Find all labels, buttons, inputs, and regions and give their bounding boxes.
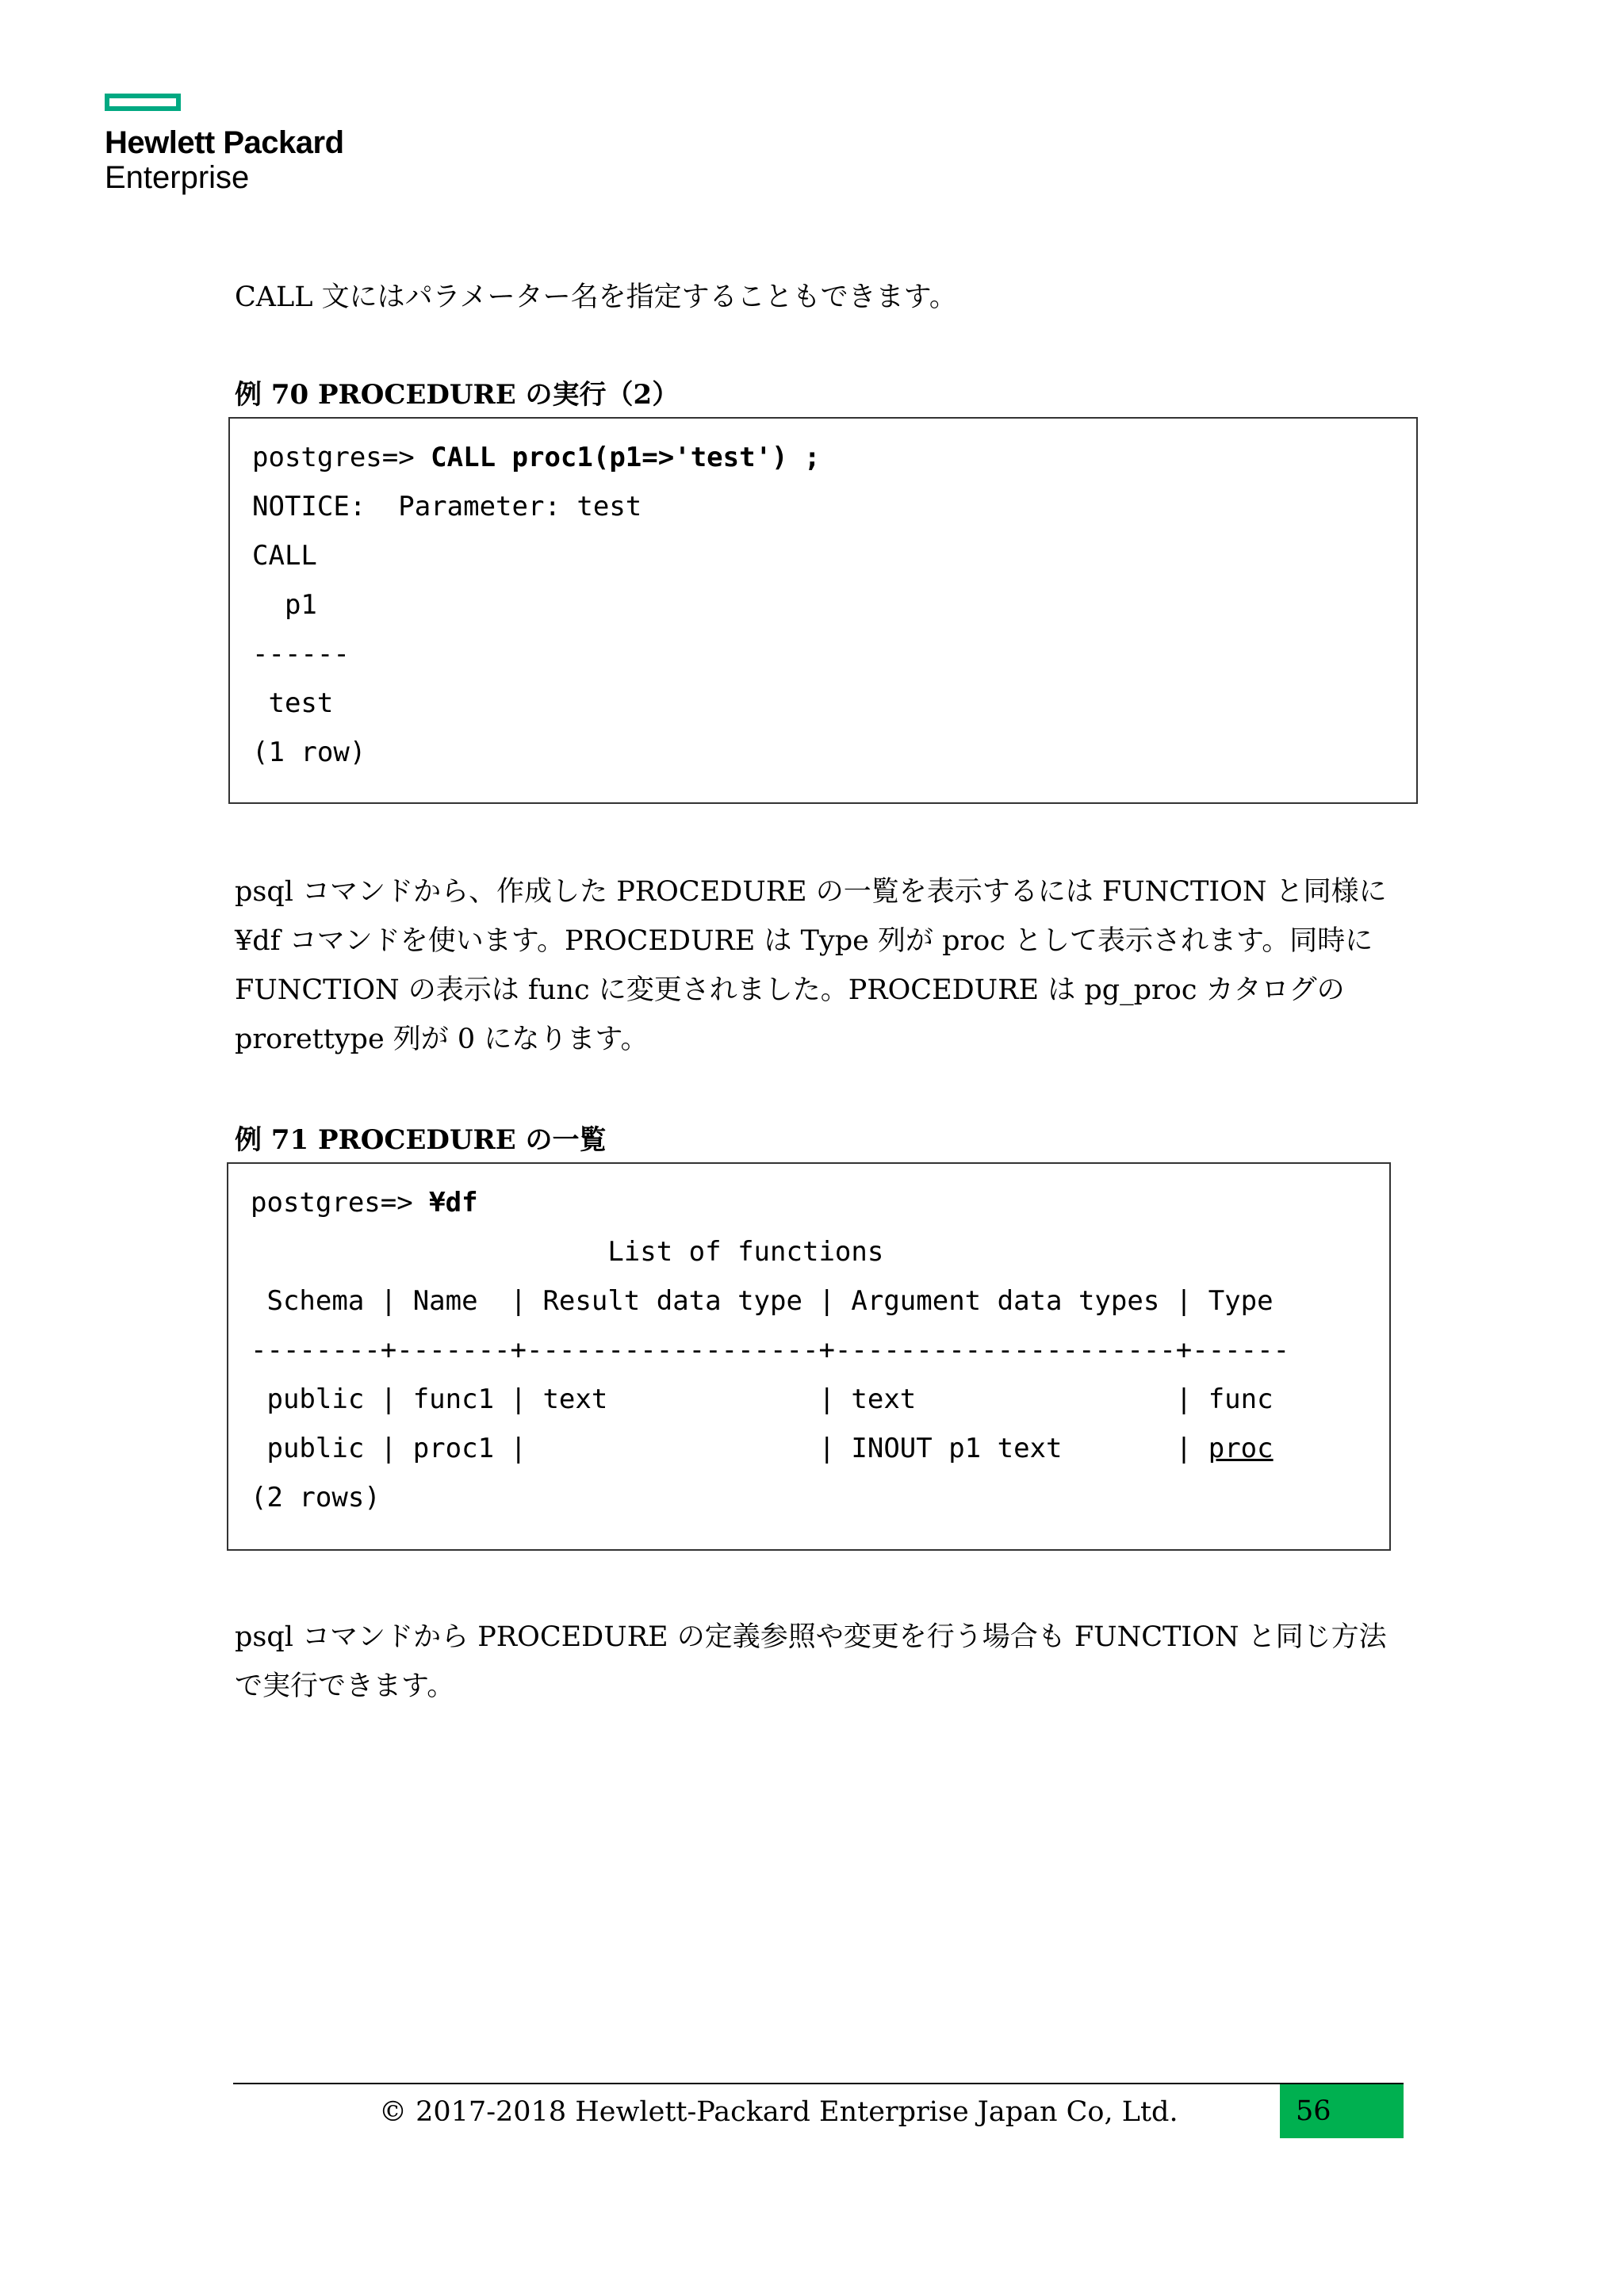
table-row: public | proc1 | | INOUT p1 text | proc bbox=[251, 1433, 1274, 1464]
example-70-codebox bbox=[228, 417, 1418, 804]
example-70-caption: 例 70 PROCEDURE の実行（2） bbox=[235, 379, 680, 411]
code-line: List of functions bbox=[251, 1236, 884, 1268]
footer-copyright: © 2017-2018 Hewlett-Packard Enterprise Japan Co, Ltd. bbox=[379, 2096, 1178, 2128]
code-line: ------ bbox=[252, 638, 350, 670]
code-line: p1 bbox=[252, 589, 317, 621]
code-line: test bbox=[252, 687, 334, 719]
paragraph-psql-definition: psql コマンドから PROCEDURE の定義参照や変更を行う場合も FUNCTION と同じ方法で実行できます。 bbox=[235, 1621, 1387, 1702]
code-line: Schema | Name | Result data type | Argument data types | Type bbox=[251, 1285, 1274, 1317]
code-line: postgres=> ¥df bbox=[251, 1187, 478, 1219]
logo-line1: Hewlett Packard bbox=[105, 125, 344, 160]
code-line: --------+-------+------------------+---------------------+------ bbox=[251, 1334, 1290, 1366]
page-number: 56 bbox=[1280, 2084, 1404, 2138]
code-line: postgres=> CALL proc1(p1=>'test') ; bbox=[252, 442, 821, 473]
paragraph-df-command: psql コマンドから、作成した PROCEDURE の一覧を表示するには FUNCTION と同様に¥df コマンドを使います。PROCEDURE は Type 列が proc として表示されます。同時に FUNCTION の表示は func に変更されました。PROCEDURE は pg_proc カタログの prorettype 列が 0 になります。 bbox=[235, 876, 1387, 1055]
proc-type-link: proc bbox=[1208, 1433, 1274, 1464]
code-line: CALL bbox=[252, 540, 317, 572]
paragraph-call-params: CALL 文にはパラメーター名を指定することもできます。 bbox=[235, 281, 957, 313]
footer-rule bbox=[233, 2083, 1404, 2084]
example-71-caption: 例 71 PROCEDURE の一覧 bbox=[235, 1124, 607, 1156]
code-line: (2 rows) bbox=[251, 1482, 381, 1513]
logo-line2: Enterprise bbox=[105, 160, 250, 195]
example-71-codebox bbox=[227, 1162, 1391, 1551]
code-line: NOTICE: Parameter: test bbox=[252, 491, 642, 522]
table-row: public | func1 | text | text | func bbox=[251, 1383, 1274, 1415]
hpe-logo-bar-icon bbox=[105, 94, 181, 111]
code-line: (1 row) bbox=[252, 737, 366, 768]
hpe-logo bbox=[105, 94, 344, 195]
